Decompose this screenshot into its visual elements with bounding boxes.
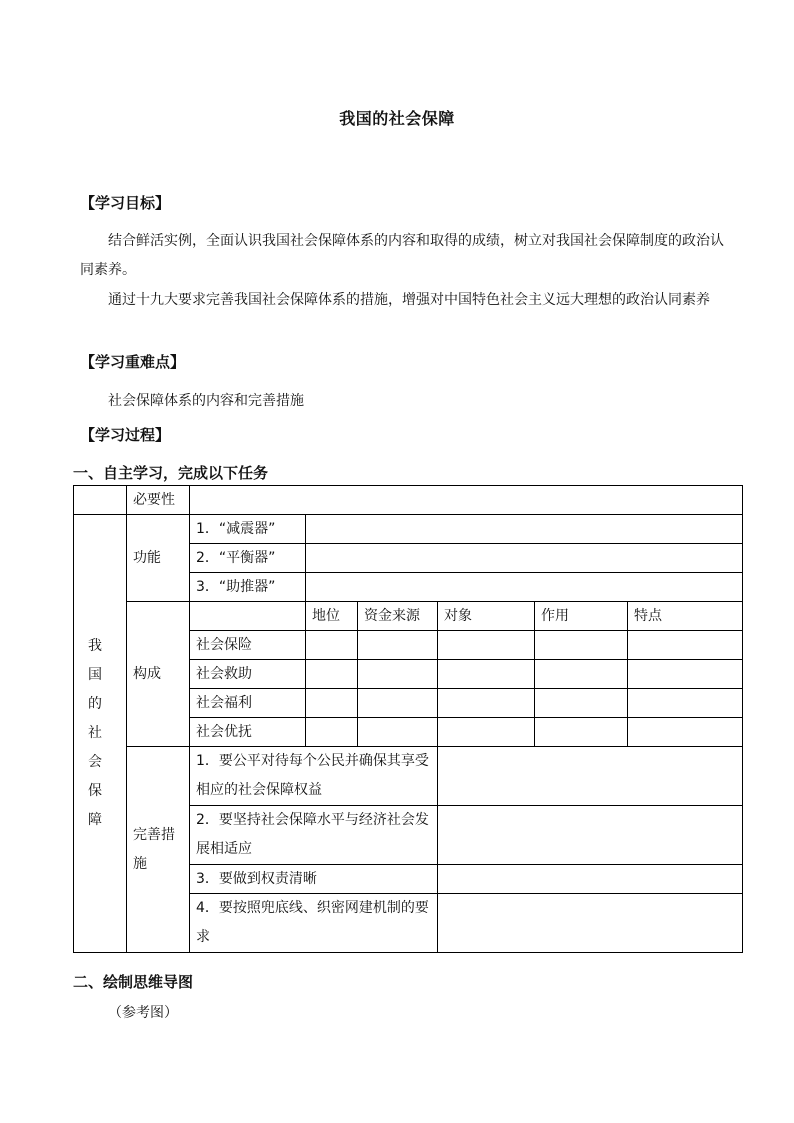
composition-answer-cell[interactable] bbox=[628, 631, 743, 660]
composition-answer-cell[interactable] bbox=[438, 689, 535, 718]
composition-answer-cell[interactable] bbox=[628, 689, 743, 718]
composition-row-label: 社会福利 bbox=[190, 689, 306, 718]
composition-row-label: 社会救助 bbox=[190, 660, 306, 689]
function-answer-cell[interactable] bbox=[306, 573, 743, 602]
composition-answer-cell[interactable] bbox=[438, 660, 535, 689]
part-1-heading: 一、自主学习，完成以下任务 bbox=[73, 464, 269, 482]
goals-paragraph-2-text: 通过十九大要求完善我国社会保障体系的措施，增强对中国特色社会主义远大理想的政治认同素养 bbox=[108, 292, 710, 308]
function-item: 3．“助推器” bbox=[190, 573, 306, 602]
part-2-heading: 二、绘制思维导图 bbox=[73, 973, 194, 991]
composition-answer-cell[interactable] bbox=[358, 718, 438, 747]
page-title: 我国的社会保障 bbox=[339, 109, 455, 128]
key-points-text: 社会保障体系的内容和完善措施 bbox=[108, 393, 304, 409]
composition-answer-cell[interactable] bbox=[358, 689, 438, 718]
composition-answer-cell[interactable] bbox=[306, 660, 358, 689]
table-corner-cell bbox=[74, 486, 127, 515]
measure-item: 2．要坚持社会保障水平与经济社会发展相适应 bbox=[190, 806, 438, 865]
composition-row-label: 社会优抚 bbox=[190, 718, 306, 747]
necessity-label: 必要性 bbox=[127, 486, 190, 515]
goals-heading: 【学习目标】 bbox=[80, 194, 171, 212]
measure-item: 4．要按照兜底线、织密网建机制的要求 bbox=[190, 894, 438, 953]
key-points-paragraph bbox=[80, 387, 726, 416]
composition-answer-cell[interactable] bbox=[535, 718, 628, 747]
composition-answer-cell[interactable] bbox=[628, 718, 743, 747]
function-label: 功能 bbox=[127, 515, 190, 602]
composition-header: 特点 bbox=[628, 602, 743, 631]
composition-header: 作用 bbox=[535, 602, 628, 631]
goals-paragraph-2 bbox=[80, 286, 726, 315]
composition-header: 资金来源 bbox=[358, 602, 438, 631]
composition-answer-cell[interactable] bbox=[306, 689, 358, 718]
study-table bbox=[73, 485, 743, 953]
social-security-side-label: 我国的社会保障 bbox=[74, 515, 127, 953]
function-item: 2．“平衡器” bbox=[190, 544, 306, 573]
part-2-note: （参考图） bbox=[108, 1005, 178, 1021]
goals-paragraph-1-text: 结合鲜活实例，全面认识我国社会保障体系的内容和取得的成绩，树立对我国社会保障制度的政治认同素养。 bbox=[80, 233, 724, 278]
composition-answer-cell[interactable] bbox=[438, 631, 535, 660]
measure-answer-cell[interactable] bbox=[438, 865, 743, 894]
measure-answer-cell[interactable] bbox=[438, 894, 743, 953]
measure-item: 3．要做到权责清晰 bbox=[190, 865, 438, 894]
goals-paragraph-1 bbox=[80, 227, 726, 285]
composition-header: 对象 bbox=[438, 602, 535, 631]
measure-answer-cell[interactable] bbox=[438, 806, 743, 865]
composition-answer-cell[interactable] bbox=[306, 631, 358, 660]
measure-answer-cell[interactable] bbox=[438, 747, 743, 806]
function-item: 1．“减震器” bbox=[190, 515, 306, 544]
function-answer-cell[interactable] bbox=[306, 515, 743, 544]
composition-header-blank bbox=[190, 602, 306, 631]
composition-answer-cell[interactable] bbox=[438, 718, 535, 747]
key-points-heading: 【学习重难点】 bbox=[80, 353, 186, 371]
process-heading: 【学习过程】 bbox=[80, 426, 171, 444]
composition-answer-cell[interactable] bbox=[628, 660, 743, 689]
composition-answer-cell[interactable] bbox=[535, 689, 628, 718]
measures-label: 完善措施 bbox=[127, 747, 190, 953]
composition-answer-cell[interactable] bbox=[535, 660, 628, 689]
necessity-answer-cell[interactable] bbox=[190, 486, 743, 515]
composition-header: 地位 bbox=[306, 602, 358, 631]
function-answer-cell[interactable] bbox=[306, 544, 743, 573]
composition-row-label: 社会保险 bbox=[190, 631, 306, 660]
composition-answer-cell[interactable] bbox=[358, 631, 438, 660]
composition-answer-cell[interactable] bbox=[306, 718, 358, 747]
composition-answer-cell[interactable] bbox=[535, 631, 628, 660]
composition-answer-cell[interactable] bbox=[358, 660, 438, 689]
composition-label: 构成 bbox=[127, 602, 190, 747]
measure-item: 1．要公平对待每个公民并确保其享受相应的社会保障权益 bbox=[190, 747, 438, 806]
